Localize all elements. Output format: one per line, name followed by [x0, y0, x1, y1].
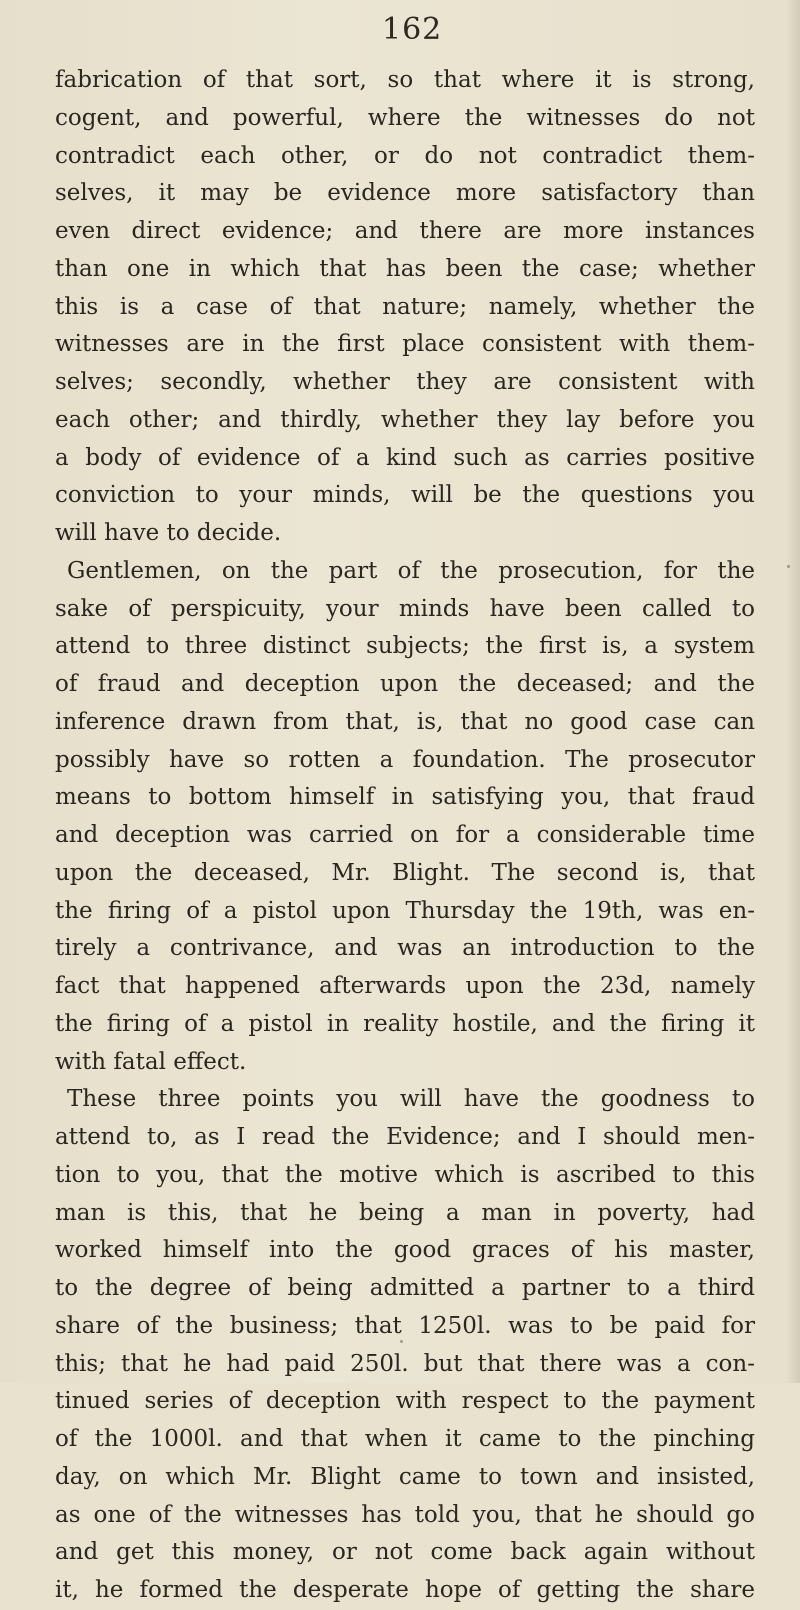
text-line: this is a case of that nature; namely, whether the: [55, 293, 755, 320]
body-text: [55, 62, 755, 1610]
text-line: contradict each other, or do not contradict them-: [55, 142, 755, 169]
paragraph-start-line: Gentlemen, on the part of the prosecution, for the: [67, 557, 755, 584]
print-speck: [400, 1340, 403, 1343]
text-line: each other; and thirdly, whether they lay before you: [55, 406, 755, 433]
text-line: attend to three distinct subjects; the first is, a system: [55, 633, 755, 660]
text-line: the firing of a pistol upon Thursday the 19th, was en-: [55, 897, 755, 924]
text-line: witnesses are in the first place consistent with them-: [55, 331, 755, 358]
page-edge-shadow: [786, 0, 800, 1383]
text-line: to the degree of being admitted a partner to a third: [55, 1275, 755, 1301]
text-line: selves; secondly, whether they are consistent with: [55, 369, 755, 395]
text-line: and deception was carried on for a considerable time: [55, 822, 755, 848]
text-line: will have to decide.: [55, 520, 282, 546]
text-line: fact that happened afterwards upon the 23d, namely: [55, 973, 755, 999]
text-line: attend to, as I read the Evidence; and I should men-: [55, 1124, 755, 1150]
text-line: fabrication of that sort, so that where it is strong,: [55, 67, 755, 93]
text-line: means to bottom himself in satisfying you, that fraud: [55, 784, 755, 811]
text-line: conviction to your minds, will be the questions you: [55, 482, 755, 509]
page-number: 162: [382, 12, 443, 47]
text-line: as one of the witnesses has told you, that he should go: [55, 1501, 755, 1528]
text-line: a body of evidence of a kind such as carries positive: [55, 444, 755, 471]
text-line: even direct evidence; and there are more instances: [55, 218, 755, 244]
text-line: tirely a contrivance, and was an introduction to the: [55, 935, 755, 962]
text-line: than one in which that has been the case; whether: [55, 255, 755, 282]
text-line: cogent, and powerful, where the witnesses do not: [55, 104, 755, 131]
text-line: it, he formed the desperate hope of getting the share: [55, 1577, 755, 1603]
text-line: worked himself into the good graces of his master,: [55, 1237, 755, 1264]
text-line: of fraud and deception upon the deceased; and the: [55, 671, 755, 697]
text-line: man is this, that he being a man in poverty, had: [55, 1199, 755, 1226]
text-line: sake of perspicuity, your minds have been called to: [55, 595, 755, 622]
text-line: tinued series of deception with respect to the payment: [55, 1388, 755, 1415]
paragraph-start-line: These three points you will have the goodness to: [67, 1086, 755, 1113]
text-line: this; that he had paid 250l. but that there was a con-: [55, 1350, 755, 1377]
text-line: the firing of a pistol in reality hostile, and the firing it: [55, 1010, 755, 1037]
text-line: and get this money, or not come back again without: [55, 1539, 755, 1566]
text-line: share of the business; that 1250l. was to be paid for: [55, 1312, 755, 1339]
text-line: selves, it may be evidence more satisfactory than: [55, 180, 755, 207]
print-speck: [787, 565, 790, 568]
text-line: with fatal effect.: [55, 1048, 247, 1075]
text-line: possibly have so rotten a foundation. The prosecutor: [55, 746, 755, 773]
text-line: inference drawn from that, is, that no good case can: [55, 708, 755, 735]
text-line: tion to you, that the motive which is ascribed to this: [55, 1161, 755, 1188]
text-line: day, on which Mr. Blight came to town and insisted,: [55, 1463, 755, 1490]
text-line: of the 1000l. and that when it came to the pinching: [55, 1426, 755, 1452]
text-line: upon the deceased, Mr. Blight. The second is, that: [55, 859, 755, 886]
